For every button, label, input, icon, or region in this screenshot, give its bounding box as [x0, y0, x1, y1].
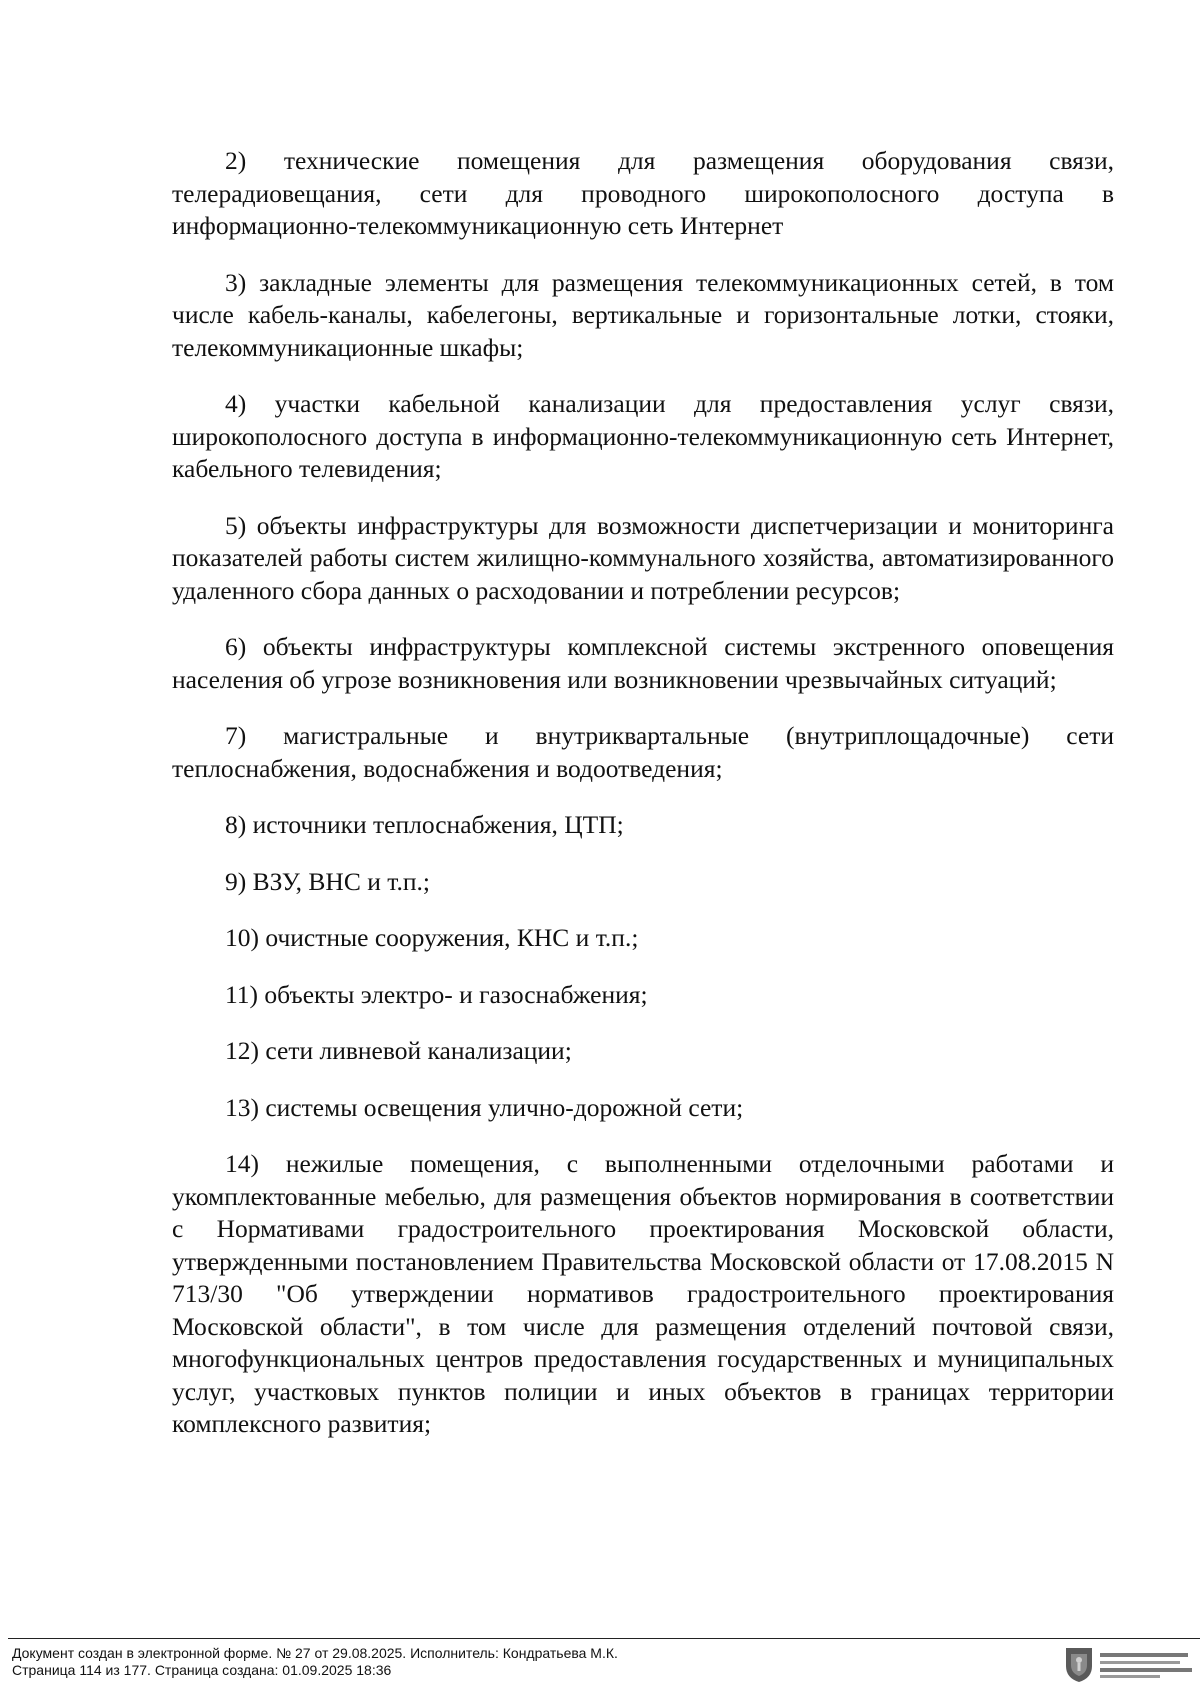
footer-document-info: Документ создан в электронной форме. № 27 от 29.08.2025. Исполнитель: Кондратьева М.К.	[12, 1645, 618, 1661]
moscow-region-coat-of-arms-icon	[1062, 1644, 1194, 1684]
footer-divider	[8, 1638, 1200, 1639]
list-item-3: 3) закладные элементы для размещения телекоммуникационных сетей, в том числе кабель-каналы, кабелегоны, вертикальные и горизонтальные лотки, стояки, телекоммуникационные шкафы;	[172, 267, 1114, 362]
list-item-13: 13) системы освещения улично-дорожной сети;	[225, 1092, 744, 1122]
list-item-9: 9) ВЗУ, ВНС и т.п.;	[225, 866, 430, 896]
footer-page-info: Страница 114 из 177. Страница создана: 01.09.2025 18:36	[12, 1662, 392, 1678]
document-body	[172, 145, 1114, 1465]
document-footer	[12, 1645, 912, 1679]
list-item-5: 5) объекты инфраструктуры для возможности диспетчеризации и мониторинга показателей работы систем жилищно-коммунального хозяйства, автоматизированного удаленного сбора данных о расходовании и потреблении ресурсов;	[172, 510, 1114, 605]
government-emblem	[1062, 1644, 1194, 1684]
list-item-14: 14) нежилые помещения, с выполненными отделочными работами и укомплектованные мебелью, для размещения объектов нормирования в соответствии с Нормативами градостроительного проектирования Московской области, утвержденными постановлением Правительства Московской области от 17.08.2015 N 713/30 "Об утверждении нормативов градостроительного проектирования Московской области", в том числе для размещения отделений почтовой связи, многофункциональных центров предоставления государственных и муниципальных услуг, участковых пунктов полиции и иных объектов в границах территории комплексного развития;	[172, 1149, 1114, 1438]
list-item-6: 6) объекты инфраструктуры комплексной системы экстренного оповещения населения об угрозе возникновения или возникновении чрезвычайных ситуаций;	[172, 632, 1114, 694]
list-item-8: 8) источники теплоснабжения, ЦТП;	[225, 810, 624, 839]
list-item-4: 4) участки кабельной канализации для предоставления услуг связи, широкополосного доступа в информационно-телекоммуникационную сеть Интернет, кабельного телевидения;	[172, 389, 1114, 483]
list-item-12: 12) сети ливневой канализации;	[225, 1036, 572, 1065]
list-item-2: 2) технические помещения для размещения оборудования связи, телерадиовещания, сети для проводного широкополосного доступа в информационно-телекоммуникационную сеть Интернет	[172, 146, 1114, 240]
list-item-11: 11) объекты электро- и газоснабжения;	[225, 979, 648, 1009]
list-item-7: 7) магистральные и внутриквартальные (внутриплощадочные) сети теплоснабжения, водоснабжения и водоотведения;	[172, 721, 1114, 783]
list-item-10: 10) очистные сооружения, КНС и т.п.;	[225, 923, 639, 952]
